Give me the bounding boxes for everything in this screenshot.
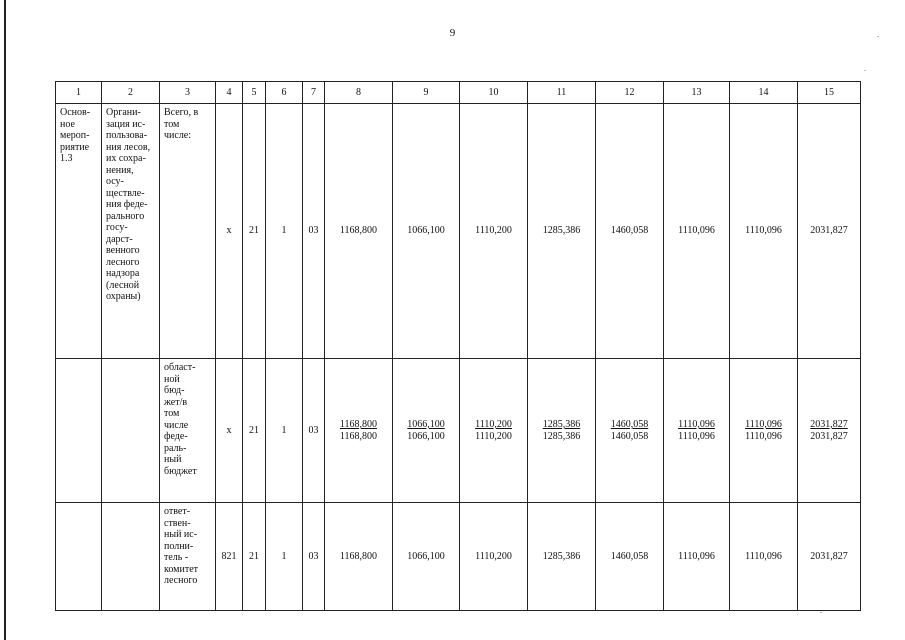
left-margin-rule	[4, 0, 6, 640]
funding-source-cell: област- ной бюд- жет/в том числе феде- раль- ный бюджет	[160, 359, 216, 503]
code-cell: 21	[243, 359, 266, 503]
header-cell: 4	[216, 82, 243, 104]
value-cell	[798, 359, 861, 503]
code-cell: 821	[216, 503, 243, 611]
value-total: 1168,800	[339, 419, 378, 430]
code-cell: 1	[266, 104, 303, 359]
header-cell: 3	[160, 82, 216, 104]
value-cell	[596, 359, 664, 503]
value-federal: 1110,096	[678, 430, 715, 442]
activity-name-cell	[102, 359, 160, 503]
header-cell: 7	[303, 82, 325, 104]
code-cell: 21	[243, 503, 266, 611]
code-cell: 1	[266, 503, 303, 611]
value-cell: 1110,096	[730, 104, 798, 359]
header-cell: 13	[664, 82, 730, 104]
code-cell: 03	[303, 503, 325, 611]
value-cell: 1460,058	[596, 503, 664, 611]
value-cell	[730, 359, 798, 503]
value-federal: 1110,096	[745, 430, 782, 442]
value-cell	[460, 359, 528, 503]
table-row-total	[56, 104, 861, 359]
value-cell: 1110,096	[664, 104, 730, 359]
value-cell	[325, 359, 393, 503]
value-total: 1066,100	[407, 419, 445, 430]
value-federal: 1168,800	[339, 430, 378, 442]
value-cell: 1168,800	[325, 104, 393, 359]
activity-name-cell: Органи- зация ис- пользова- ния лесов, их сохра- нения, осу- ществле- ния феде- рального госу- дарст- венного лесного надзора (лесной охраны)	[102, 104, 160, 359]
header-row	[56, 82, 861, 104]
code-cell: 21	[243, 104, 266, 359]
value-total: 1110,096	[678, 419, 715, 430]
table-row-regional-budget	[56, 359, 861, 503]
value-federal: 1460,058	[610, 430, 649, 442]
value-cell: 1110,096	[664, 503, 730, 611]
scan-speck	[864, 70, 866, 71]
header-cell: 12	[596, 82, 664, 104]
value-federal: 1285,386	[542, 430, 581, 442]
page-number: 9	[449, 27, 456, 39]
value-cell: 2031,827	[798, 503, 861, 611]
code-cell: 03	[303, 359, 325, 503]
value-cell: 1110,096	[730, 503, 798, 611]
value-federal: 2031,827	[810, 430, 848, 442]
value-cell: 1168,800	[325, 503, 393, 611]
code-cell: х	[216, 359, 243, 503]
activity-cell	[56, 359, 102, 503]
value-cell: 1460,058	[596, 104, 664, 359]
header-cell: 14	[730, 82, 798, 104]
header-cell: 6	[266, 82, 303, 104]
funding-source-cell: ответ- ствен- ный ис- полни- тель - комитет лесного	[160, 503, 216, 611]
code-cell: 1	[266, 359, 303, 503]
activity-cell: Основ- ное мероп- риятие 1.3	[56, 104, 102, 359]
value-cell	[528, 359, 596, 503]
header-cell: 15	[798, 82, 861, 104]
value-federal: 1066,100	[407, 430, 445, 442]
header-cell: 8	[325, 82, 393, 104]
value-total: 1285,386	[542, 419, 581, 430]
value-total: 1460,058	[610, 419, 649, 430]
value-cell	[664, 359, 730, 503]
value-cell: 2031,827	[798, 104, 861, 359]
value-cell: 1285,386	[528, 503, 596, 611]
header-cell: 5	[243, 82, 266, 104]
code-cell: х	[216, 104, 243, 359]
header-cell: 2	[102, 82, 160, 104]
scan-speck	[820, 612, 822, 613]
table-row-executor	[56, 503, 861, 611]
value-cell: 1066,100	[393, 104, 460, 359]
header-cell: 11	[528, 82, 596, 104]
value-total: 1110,200	[475, 419, 512, 430]
value-cell: 1066,100	[393, 503, 460, 611]
value-cell: 1285,386	[528, 104, 596, 359]
activity-name-cell	[102, 503, 160, 611]
header-cell: 10	[460, 82, 528, 104]
header-cell: 1	[56, 82, 102, 104]
value-federal: 1110,200	[475, 430, 512, 442]
value-cell: 1110,200	[460, 104, 528, 359]
value-cell	[393, 359, 460, 503]
activity-cell	[56, 503, 102, 611]
value-cell: 1110,200	[460, 503, 528, 611]
scan-speck	[877, 36, 879, 37]
value-total: 2031,827	[810, 419, 848, 430]
funding-source-cell: Всего, в том числе:	[160, 104, 216, 359]
value-total: 1110,096	[745, 419, 782, 430]
code-cell: 03	[303, 104, 325, 359]
header-cell: 9	[393, 82, 460, 104]
budget-table	[55, 81, 861, 611]
